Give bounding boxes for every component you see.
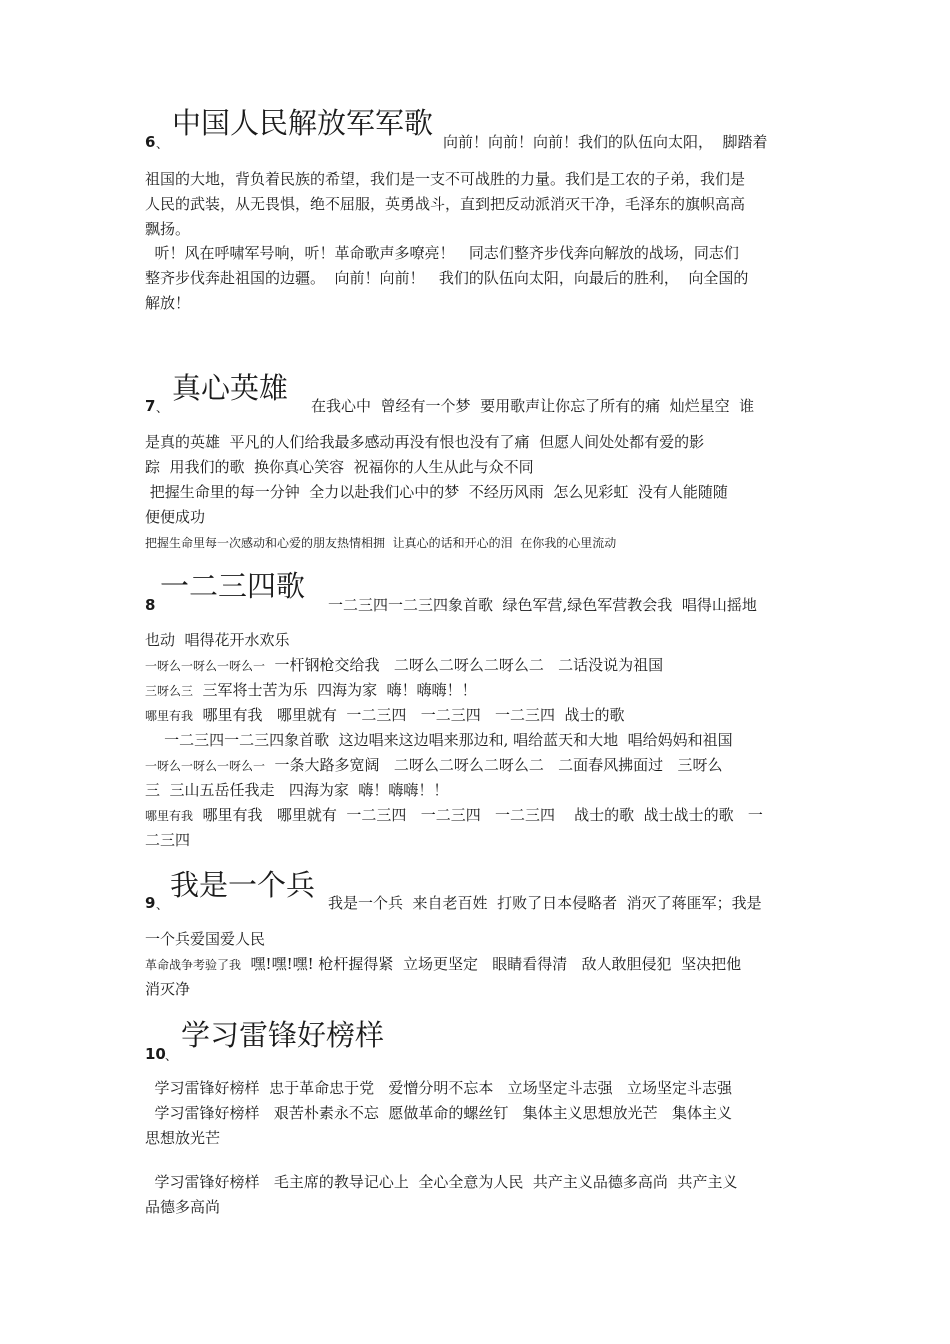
song-lyrics-line: 思想放光芒: [145, 1129, 221, 1147]
song-title: 一二三四歌: [160, 569, 306, 603]
lyrics-small-prefix: 一呀么一呀么一呀么一: [145, 759, 266, 773]
song-lyrics-line: 整齐步伐奔赴祖国的边疆。 向前！向前！ 我们的队伍向太阳，向最后的胜利， 向全国的: [145, 269, 749, 287]
song-lyrics-line: 是真的英雄 平凡的人们给我最多感动再没有恨也没有了痛 但愿人间处处都有爱的影: [145, 433, 705, 451]
lyrics-small-prefix: 一呀么一呀么一呀么一: [145, 659, 266, 673]
song-lyrics-line: 我是一个兵 来自老百姓 打败了日本侵略者 消灭了蒋匪军；我是: [328, 894, 762, 912]
lyrics-text: 一二三四一二三四象首歌 这边唱来这边唱来那边和, 唱给蓝天和大地 唱给妈妈和祖国: [145, 731, 733, 749]
song-lyrics-line: [145, 680, 477, 701]
song-lyrics-line: 把握生命里的每一分钟 全力以赴我们心中的梦 不经历风雨 怎么见彩虹 没有人能随随: [145, 483, 728, 501]
song-lyrics-line: [145, 705, 625, 726]
song-number: 8: [145, 596, 156, 614]
lyrics-small-prefix: 三呀么三: [145, 684, 194, 698]
song-lyrics-line: 解放！: [145, 294, 191, 312]
song-number: 6: [145, 133, 156, 151]
song-lyrics-line: 在我心中 曾经有一个梦 要用歌声让你忘了所有的痛 灿烂星空 谁: [311, 397, 755, 415]
song-title: 中国人民解放军军歌: [172, 106, 434, 140]
lyrics-small-prefix: 哪里有我: [145, 709, 194, 723]
song-lyrics-line: 学习雷锋好榜样 忠于革命忠于党 爱憎分明不忘本 立场坚定斗志强 立场坚定斗志强: [145, 1079, 732, 1097]
song-lyrics-line: [145, 954, 741, 975]
song-lyrics-line: 便便成功: [145, 508, 206, 526]
song-lyrics-line: 也动 唱得花开水欢乐: [145, 631, 290, 649]
lyrics-text: 一条大路多宽阔 二呀么二呀么二呀么二 二面春风拂面过 三呀么: [265, 756, 723, 774]
lyrics-text: 哪里有我 哪里就有 一二三四 一二三四 一二三四 战士的歌: [193, 706, 625, 724]
lyrics-text: 三 三山五岳任我走 四海为家 嗨！嗨嗨！！: [145, 781, 449, 799]
song-lyrics-line: 祖国的大地，背负着民族的希望，我们是一支不可战胜的力量。我们是工农的子弟，我们是: [145, 170, 746, 188]
song-lyrics-line: 听！风在呼啸军号响，听！革命歌声多嘹亮！ 同志们整齐步伐奔向解放的战场，同志们: [145, 244, 739, 262]
lyrics-text: 哪里有我 哪里就有 一二三四 一二三四 一二三四 战士的歌 战士战士的歌 一: [193, 806, 763, 824]
lyrics-text: 二三四: [145, 831, 191, 849]
song-number-separator: 、: [156, 137, 169, 151]
song-lyrics-line: 学习雷锋好榜样 毛主席的教导记心上 全心全意为人民 共产主义品德多高尚 共产主义: [145, 1173, 738, 1191]
song-lyrics-line: 人民的武装，从无畏惧，绝不屈服，英勇战斗，直到把反动派消灭干净，毛泽东的旗帜高高: [145, 195, 746, 213]
song-title: 学习雷锋好榜样: [181, 1018, 385, 1052]
song-lyrics-line: 把握生命里每一次感动和心爱的朋友热情相拥 让真心的话和开心的泪 在你我的心里流动: [145, 536, 617, 550]
song-number: 7: [145, 397, 156, 415]
song-lyrics-line: 向前！向前！向前！我们的队伍向太阳， 脚踏着: [443, 133, 768, 151]
lyrics-text: 一杆钢枪交给我 二呀么二呀么二呀么二 二话没说为祖国: [265, 656, 664, 674]
lyrics-text: 三军将士苦为乐 四海为家 嗨！嗨嗨！！: [193, 681, 477, 699]
song-number-separator: 、: [156, 898, 169, 912]
song-lyrics-line: 一二三四一二三四象首歌 绿色军营,绿色军营教会我 唱得山摇地: [328, 596, 757, 614]
song-title: 真心英雄: [172, 371, 289, 405]
song-lyrics-line: 消灭净: [145, 980, 191, 998]
song-lyrics-line: 飘扬。: [145, 220, 191, 238]
song-title: 我是一个兵: [170, 868, 316, 902]
song-lyrics-line: 品德多高尚: [145, 1198, 221, 1216]
song-lyrics-line: 踪 用我们的歌 换你真心笑容 祝福你的人生从此与众不同: [145, 458, 534, 476]
song-lyrics-line: [145, 780, 448, 801]
song-lyrics-line: [145, 830, 190, 851]
lyrics-text: 嘿!嘿!嘿! 枪杆握得紧 立场更坚定 眼睛看得清 敌人敢胆侵犯 坚决把他: [241, 955, 742, 973]
song-number: 9: [145, 894, 156, 912]
song-lyrics-line: 学习雷锋好榜样 艰苦朴素永不忘 愿做革命的螺丝钉 集体主义思想放光芒 集体主义: [145, 1104, 732, 1122]
song-number-separator: 、: [156, 401, 169, 415]
song-lyrics-line: [145, 755, 722, 776]
song-lyrics-line: [145, 805, 763, 826]
song-lyrics-line: 一个兵爱国爱人民: [145, 930, 266, 948]
song-number: 10: [145, 1045, 166, 1063]
song-lyrics-line: [145, 730, 733, 751]
lyrics-small-prefix: 哪里有我: [145, 809, 194, 823]
song-lyrics-line: [145, 655, 663, 676]
song-number-separator: 、: [165, 1049, 178, 1063]
lyrics-small-prefix: 革命战争考验了我: [145, 958, 242, 972]
